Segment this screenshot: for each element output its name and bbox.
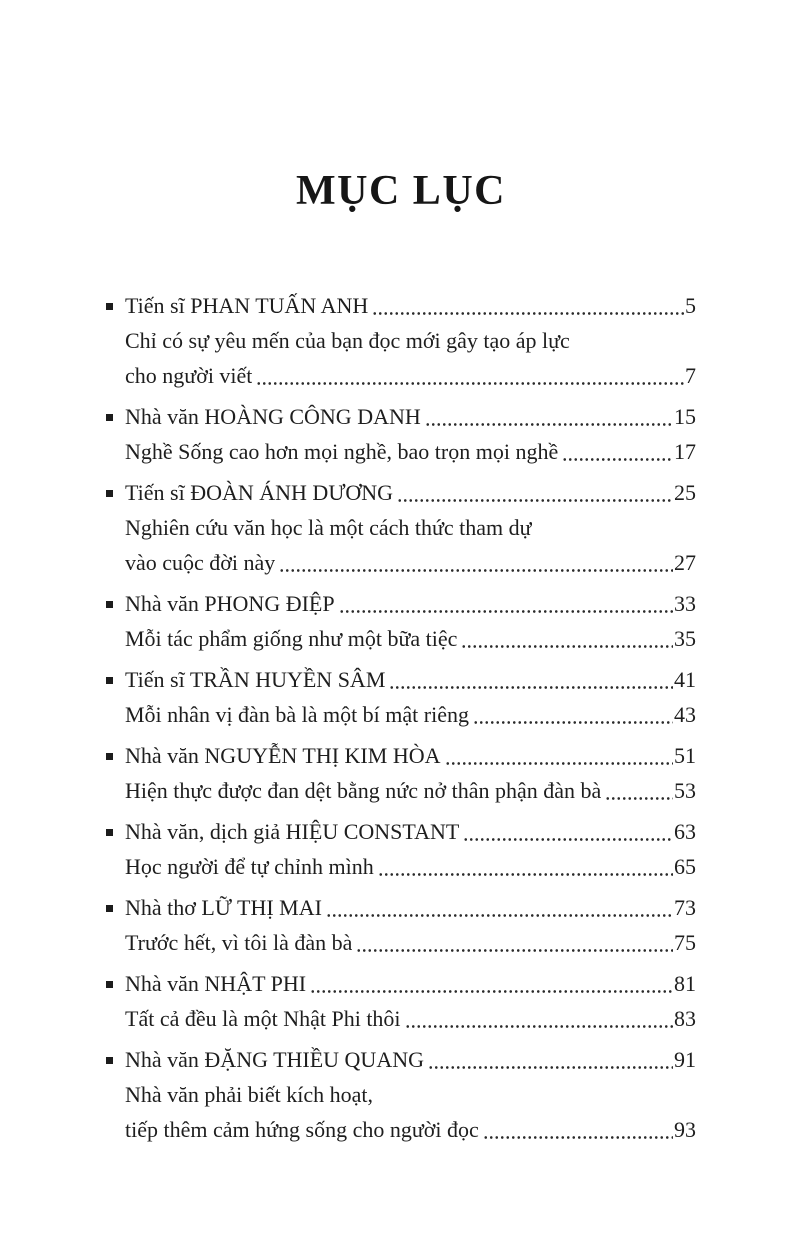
dot-leader xyxy=(425,423,673,426)
bullet-square-icon xyxy=(106,490,113,497)
bullet-square-icon xyxy=(106,303,113,310)
toc-entry-subtitle-page: 17 xyxy=(674,439,696,465)
toc-entry-subtitle: vào cuộc đời này xyxy=(125,550,276,576)
dot-leader xyxy=(397,499,673,502)
toc-entry-subtitle: cho người viết xyxy=(125,363,253,389)
dot-leader xyxy=(389,686,673,689)
toc-entry-heading-row xyxy=(106,662,696,697)
toc-entries xyxy=(106,288,696,1147)
toc-entry-heading-row xyxy=(106,288,696,323)
bullet-square-icon xyxy=(106,1057,113,1064)
toc-entry-subtitle: Chỉ có sự yêu mến của bạn đọc mới gây tạo áp lực xyxy=(125,328,570,354)
toc-entry xyxy=(106,399,696,469)
toc-entry-heading-page: 51 xyxy=(674,743,696,769)
dot-leader xyxy=(473,721,673,724)
toc-entry-subtitle: Trước hết, vì tôi là đàn bà xyxy=(125,930,353,956)
bullet-square-icon xyxy=(106,753,113,760)
toc-entry-subtitle-page: 53 xyxy=(674,778,696,804)
bullet-square-icon xyxy=(106,905,113,912)
dot-leader xyxy=(463,838,673,841)
toc-entry-heading: Tiến sĩ PHAN TUẤN ANH xyxy=(125,293,369,319)
bullet-square-icon xyxy=(106,601,113,608)
toc-entry-heading-page: 73 xyxy=(674,895,696,921)
dot-leader xyxy=(279,569,673,572)
toc-entry xyxy=(106,662,696,732)
toc-entry-heading-row xyxy=(106,475,696,510)
toc-entry-subtitle-row xyxy=(106,621,696,656)
toc-entry-subtitle-row xyxy=(106,434,696,469)
dot-leader xyxy=(605,797,673,800)
dot-leader xyxy=(372,312,684,315)
toc-entry-subtitle-row xyxy=(106,323,696,358)
bullet-square-icon xyxy=(106,829,113,836)
toc-entry-subtitle-page: 35 xyxy=(674,626,696,652)
toc-entry xyxy=(106,1042,696,1147)
toc-entry-subtitle-row xyxy=(106,925,696,960)
toc-entry-heading-row xyxy=(106,399,696,434)
toc-entry-heading: Tiến sĩ TRẦN HUYỀN SÂM xyxy=(125,667,386,693)
toc-entry-heading-page: 5 xyxy=(685,293,696,319)
toc-entry-subtitle: Mỗi nhân vị đàn bà là một bí mật riêng xyxy=(125,702,469,728)
toc-entry xyxy=(106,966,696,1036)
toc-entry-subtitle: Nghiên cứu văn học là một cách thức tham dự xyxy=(125,515,532,541)
toc-entry-subtitle: Mỗi tác phẩm giống như một bữa tiệc xyxy=(125,626,458,652)
toc-entry-subtitle-row xyxy=(106,849,696,884)
toc-entry-subtitle-row xyxy=(106,545,696,580)
toc-entry-subtitle-row xyxy=(106,697,696,732)
toc-entry-heading: Nhà văn NHẬT PHI xyxy=(125,971,307,997)
toc-entry-heading-page: 33 xyxy=(674,591,696,617)
toc-entry-heading-row xyxy=(106,738,696,773)
toc-entry-subtitle-row xyxy=(106,358,696,393)
toc-entry-subtitle: tiếp thêm cảm hứng sống cho người đọc xyxy=(125,1117,479,1143)
toc-entry-subtitle-row xyxy=(106,1112,696,1147)
toc-entry-subtitle: Hiện thực được đan dệt bằng nức nở thân phận đàn bà xyxy=(125,778,602,804)
toc-entry xyxy=(106,738,696,808)
toc-entry-subtitle-page: 93 xyxy=(674,1117,696,1143)
toc-entry-subtitle: Học người để tự chỉnh mình xyxy=(125,854,374,880)
dot-leader xyxy=(562,458,673,461)
toc-entry-subtitle-row xyxy=(106,1077,696,1112)
bullet-square-icon xyxy=(106,677,113,684)
toc-entry-subtitle-page: 83 xyxy=(674,1006,696,1032)
toc-entry xyxy=(106,288,696,393)
toc-entry-heading-page: 15 xyxy=(674,404,696,430)
page-title: MỤC LỤC xyxy=(296,168,506,214)
toc-entry-heading-page: 91 xyxy=(674,1047,696,1073)
toc-entry xyxy=(106,586,696,656)
dot-leader xyxy=(428,1066,673,1069)
toc-entry-heading: Nhà văn PHONG ĐIỆP xyxy=(125,591,335,617)
toc-entry-heading: Nhà văn HOÀNG CÔNG DANH xyxy=(125,404,421,430)
toc-entry-heading: Nhà văn, dịch giả HIỆU CONSTANT xyxy=(125,819,460,845)
toc-entry-subtitle-page: 65 xyxy=(674,854,696,880)
dot-leader xyxy=(378,873,673,876)
bullet-square-icon xyxy=(106,981,113,988)
toc-entry-subtitle-page: 27 xyxy=(674,550,696,576)
toc-entry-subtitle-page: 7 xyxy=(685,363,696,389)
toc-entry-subtitle-row xyxy=(106,510,696,545)
toc-entry-heading-row xyxy=(106,814,696,849)
dot-leader xyxy=(461,645,673,648)
dot-leader xyxy=(256,382,684,385)
bullet-square-icon xyxy=(106,414,113,421)
toc-entry-heading-row xyxy=(106,1042,696,1077)
toc-entry-heading: Nhà thơ LỮ THỊ MAI xyxy=(125,895,322,921)
dot-leader xyxy=(326,914,673,917)
toc-entry-heading-page: 81 xyxy=(674,971,696,997)
toc-entry-subtitle-row xyxy=(106,1001,696,1036)
toc-entry-heading: Nhà văn NGUYỄN THỊ KIM HÒA xyxy=(125,743,441,769)
dot-leader xyxy=(356,949,673,952)
toc-entry-heading-page: 63 xyxy=(674,819,696,845)
toc-entry xyxy=(106,890,696,960)
toc-entry-heading-row xyxy=(106,586,696,621)
toc-entry-heading-row xyxy=(106,966,696,1001)
toc-entry-heading: Nhà văn ĐẶNG THIỀU QUANG xyxy=(125,1047,424,1073)
toc-entry-heading-page: 25 xyxy=(674,480,696,506)
dot-leader xyxy=(310,990,673,993)
dot-leader xyxy=(445,762,674,765)
toc-entry xyxy=(106,814,696,884)
toc-entry-heading: Tiến sĩ ĐOÀN ÁNH DƯƠNG xyxy=(125,480,394,506)
toc-entry-heading-page: 41 xyxy=(674,667,696,693)
dot-leader xyxy=(483,1136,673,1139)
toc-entry-subtitle: Nghề Sống cao hơn mọi nghề, bao trọn mọi nghề xyxy=(125,439,559,465)
toc-entry-subtitle-row xyxy=(106,773,696,808)
toc-entry-subtitle-page: 43 xyxy=(674,702,696,728)
dot-leader xyxy=(405,1025,673,1028)
toc-entry xyxy=(106,475,696,580)
toc-entry-heading-row xyxy=(106,890,696,925)
toc-entry-subtitle: Tất cả đều là một Nhật Phi thôi xyxy=(125,1006,401,1032)
dot-leader xyxy=(339,610,673,613)
toc-entry-subtitle: Nhà văn phải biết kích hoạt, xyxy=(125,1082,374,1108)
toc-entry-subtitle-page: 75 xyxy=(674,930,696,956)
